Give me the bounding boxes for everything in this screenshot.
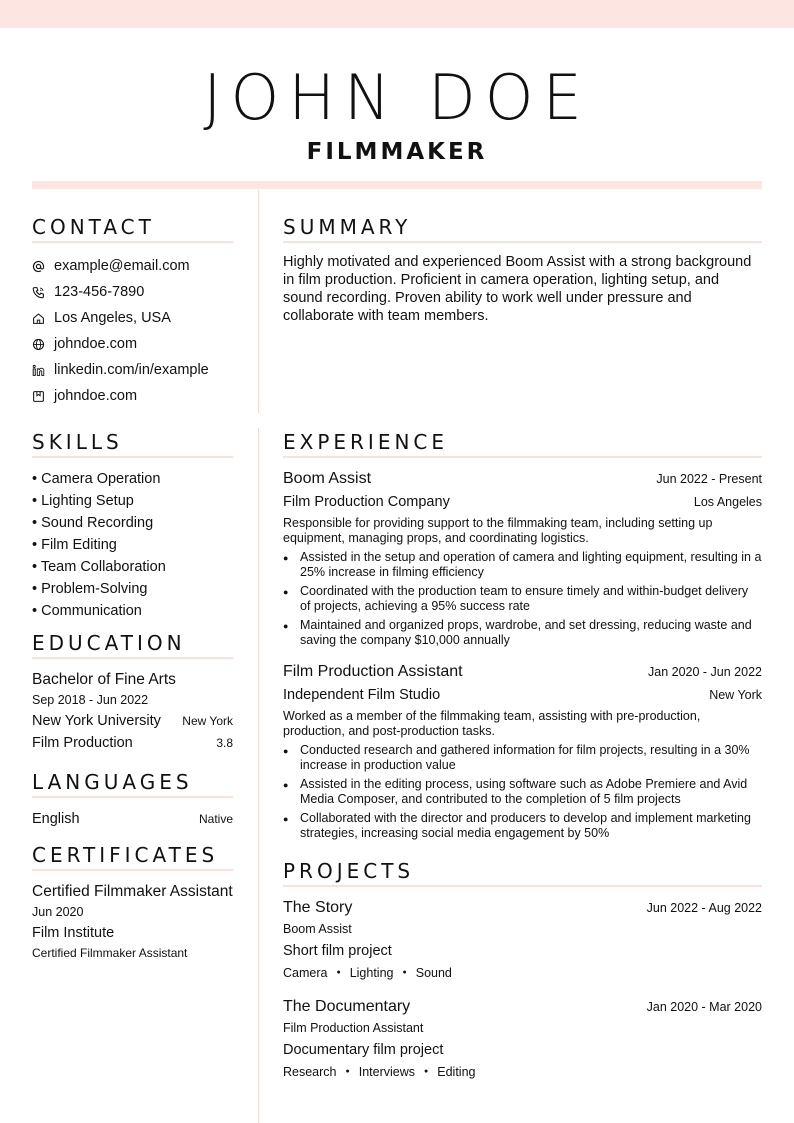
education-field-row	[32, 732, 233, 754]
certificates-section	[32, 842, 233, 962]
project-tag: Interviews	[358, 1065, 416, 1079]
contact-portfolio: johndoe.com	[32, 383, 233, 409]
top-accent-bar	[0, 0, 794, 28]
contact-phone: 123-456-7890	[32, 279, 233, 305]
education-field: Film Production	[32, 735, 133, 751]
language-name: English	[32, 811, 80, 827]
job-dates: Jan 2020 - Jun 2022	[648, 665, 762, 679]
skill-item: • Sound Recording	[32, 515, 154, 531]
skills-list	[32, 468, 233, 622]
education-location: New York	[182, 714, 233, 728]
certificate-detail: Certified Filmmaker Assistant	[32, 946, 188, 960]
job-achievements	[283, 743, 762, 841]
job-achievement: ● Maintained and organized props, wardrobe, and set dressing, reducing waste and saving the company $10,000 annually	[283, 618, 762, 648]
languages-section	[32, 769, 233, 830]
candidate-name: JOHN DOE	[203, 61, 591, 134]
skill-item: • Camera Operation	[32, 471, 161, 487]
contact-location: Los Angeles, USA	[32, 305, 233, 331]
skills-heading: SKILLS	[32, 429, 233, 458]
job-dates: Jun 2022 - Present	[656, 472, 762, 486]
contact-heading: CONTACT	[32, 214, 233, 243]
project-tag: Lighting	[349, 966, 394, 980]
job-company: Film Production Company	[283, 494, 450, 510]
job-achievement: ● Collaborated with the director and producers to develop and implement marketing strategies, increasing social media engagement by 50%	[283, 811, 762, 841]
project-entry	[283, 996, 762, 1082]
phone-icon	[32, 286, 54, 299]
project-tag: Camera	[283, 966, 328, 980]
certificate-date: Jun 2020	[32, 905, 84, 919]
job-company: Independent Film Studio	[283, 687, 441, 703]
job-achievement: ● Coordinated with the production team to ensure timely and within-budget delivery of projects, achieving a 95% success rate	[283, 584, 762, 614]
job-title: Boom Assist	[283, 470, 372, 487]
education-heading: EDUCATION	[32, 630, 233, 659]
linkedin-icon	[32, 364, 54, 377]
certificates-heading: CERTIFICATES	[32, 842, 233, 871]
language-level: Native	[198, 812, 233, 826]
certificate-name: Certified Filmmaker Assistant	[32, 883, 233, 900]
education-dates: Sep 2018 - Jun 2022	[32, 693, 149, 707]
projects-heading: PROJECTS	[283, 858, 762, 887]
skill-item: • Film Editing	[32, 537, 117, 553]
bookmark-icon	[32, 390, 54, 403]
experience-heading: EXPERIENCE	[283, 429, 762, 458]
skill-item: • Team Collaboration	[32, 559, 166, 575]
summary-text: Highly motivated and experienced Boom Assist with a strong background in film production. Proficient in camera operation, lighting setup, and sound recording. Proven ability to work well under pressure and collaborate with team members.	[283, 254, 752, 324]
job-achievement: ● Assisted in the setup and operation of camera and lighting equipment, resulting in a 25% increase in filming efficiency	[283, 550, 762, 580]
experience-section	[283, 429, 762, 845]
column-divider-bottom	[258, 428, 259, 1123]
contact-website: johndoe.com	[32, 331, 233, 357]
tag-separator-icon: ●	[424, 1068, 429, 1075]
summary-section	[283, 214, 762, 325]
education-section	[32, 630, 233, 754]
education-gpa: 3.8	[216, 736, 233, 750]
tag-separator-icon: ●	[336, 969, 341, 976]
project-dates: Jan 2020 - Mar 2020	[646, 1000, 762, 1014]
education-degree: Bachelor of Fine Arts	[32, 671, 176, 688]
job-entry	[283, 661, 762, 841]
certificate-issuer: Film Institute	[32, 925, 115, 941]
globe-icon	[32, 338, 54, 351]
skill-item: • Problem-Solving	[32, 581, 148, 597]
summary-heading: SUMMARY	[283, 214, 762, 243]
skills-section	[32, 429, 233, 622]
tag-separator-icon: ●	[402, 969, 407, 976]
home-icon	[32, 312, 54, 325]
job-location: Los Angeles	[693, 495, 762, 509]
education-school-row	[32, 710, 233, 732]
job-description: Worked as a member of the filmmaking team, assisting with pre-production, production, and post-production tasks.	[283, 709, 701, 738]
contact-section	[32, 214, 233, 409]
languages-heading: LANGUAGES	[32, 769, 233, 798]
column-divider-top	[258, 190, 259, 413]
project-tags	[283, 963, 762, 983]
project-subtitle: Documentary film project	[283, 1042, 444, 1058]
candidate-title: FILMMAKER	[306, 139, 488, 165]
job-title: Film Production Assistant	[283, 663, 463, 680]
project-role: Boom Assist	[283, 922, 352, 936]
project-tag: Research	[283, 1065, 337, 1079]
contact-email: example@email.com	[32, 253, 233, 279]
project-dates: Jun 2022 - Aug 2022	[646, 901, 762, 915]
job-location: New York	[709, 688, 762, 702]
language-row	[32, 808, 233, 830]
project-entry	[283, 897, 762, 983]
job-achievements	[283, 550, 762, 648]
job-achievement: ● Conducted research and gathered information for film projects, resulting in a 30% increase in production value	[283, 743, 762, 773]
contact-linkedin: linkedin.com/in/example	[32, 357, 233, 383]
project-subtitle: Short film project	[283, 943, 392, 959]
skill-item: • Lighting Setup	[32, 493, 134, 509]
project-role: Film Production Assistant	[283, 1021, 424, 1035]
at-icon	[32, 260, 54, 273]
projects-section	[283, 858, 762, 1082]
job-achievement: ● Assisted in the editing process, using software such as Adobe Premiere and Avid Media Composer, and contributed to the completion of 5 film projects	[283, 777, 762, 807]
project-tags	[283, 1062, 762, 1082]
header-divider	[32, 181, 762, 189]
education-school: New York University	[32, 713, 161, 729]
job-description: Responsible for providing support to the filmmaking team, including setting up equipment, managing props, and coordinating logistics.	[283, 516, 713, 545]
project-tag: Sound	[415, 966, 452, 980]
project-title: The Documentary	[283, 998, 411, 1015]
job-entry	[283, 468, 762, 648]
tag-separator-icon: ●	[345, 1068, 350, 1075]
project-tag: Editing	[437, 1065, 476, 1079]
skill-item: • Communication	[32, 603, 142, 619]
project-title: The Story	[283, 899, 353, 916]
